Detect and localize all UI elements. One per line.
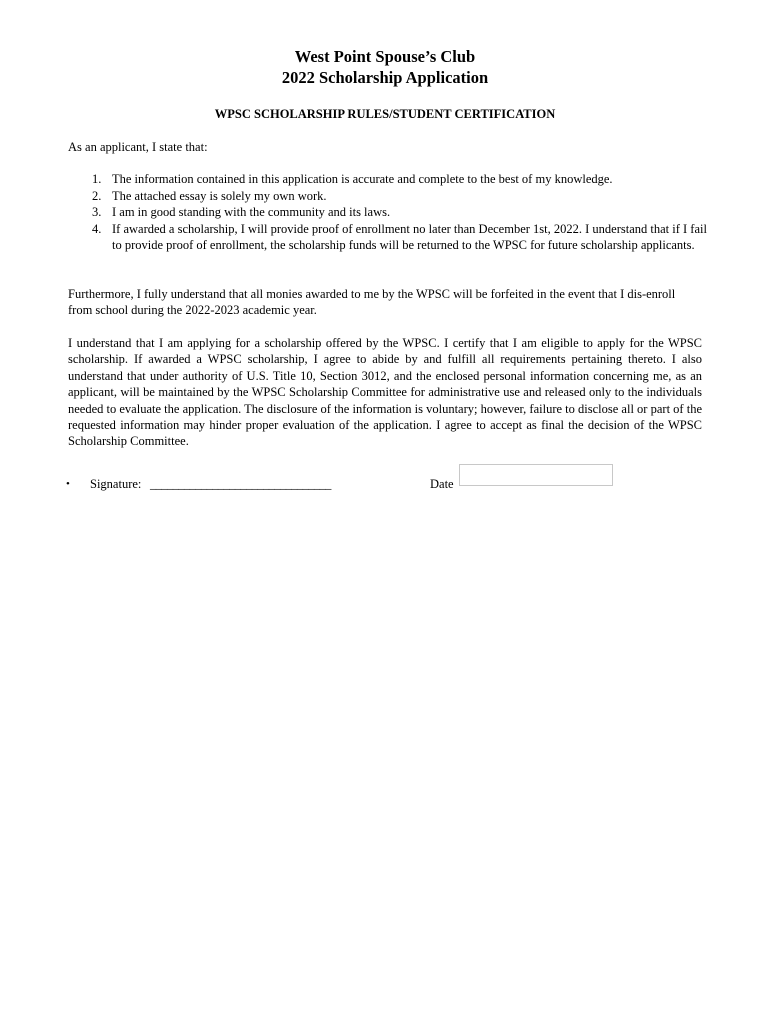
list-item (68, 188, 708, 205)
forfeit-paragraph: Furthermore, I fully understand that all monies awarded to me by the WPSC will be forfeited in the event that I dis-enroll from school during the 2022-2023 academic year. (68, 287, 676, 318)
list-item-text: If awarded a scholarship, I will provide proof of enrollment no later than December 1st, 2022. I understand that if I fail to provide proof of enrollment, the scholarship funds will be returned to the WPSC for future scholarship applicants. (112, 221, 707, 252)
list-item (68, 204, 708, 221)
intro-text: As an applicant, I state that: (68, 140, 208, 154)
list-item-number: 4. (92, 221, 102, 236)
list-item (68, 221, 708, 254)
list-item-number: 3. (92, 205, 102, 219)
form-title: 2022 Scholarship Application (281, 68, 489, 87)
date-label: Date (430, 477, 454, 491)
list-item-number: 1. (92, 172, 102, 186)
list-item-text: I am in good standing with the community and its laws. (112, 205, 391, 219)
list-item-text: The attached essay is solely my own work. (112, 188, 327, 203)
signature-line[interactable]: ________________________________ (150, 477, 331, 491)
signature-label: Signature: (90, 477, 142, 491)
date-input[interactable] (459, 464, 613, 486)
list-item-text: The information contained in this application is accurate and complete to the best of my knowledge. (112, 172, 613, 186)
org-title: West Point Spouse’s Club (294, 47, 476, 66)
list-item (68, 171, 708, 188)
list-item-number: 2. (92, 188, 102, 203)
section-heading: WPSC SCHOLARSHIP RULES/STUDENT CERTIFICATION (214, 107, 556, 121)
signature-row (66, 475, 706, 495)
certification-list (68, 171, 708, 254)
bullet-icon: • (66, 478, 70, 490)
agreement-paragraph: I understand that I am applying for a scholarship offered by the WPSC. I certify that I am eligible to apply for the WPSC scholarship. If awarded a WPSC scholarship, I agree to abide by and fulfill all requirements pertaining thereto. I also understand that under authority of U.S. Title 10, Section 3012, and the enclosed personal information concerning me, as an applicant, will be maintained by the WPSC Scholarship Committee for administrative use and released only to the individuals needed to evaluate the application. The disclosure of the information is voluntary; however, failure to disclose all or part of the requested information may hinder proper evaluation of the application. I agree to accept as final the decision of the WPSC Scholarship Committee. (68, 336, 702, 449)
